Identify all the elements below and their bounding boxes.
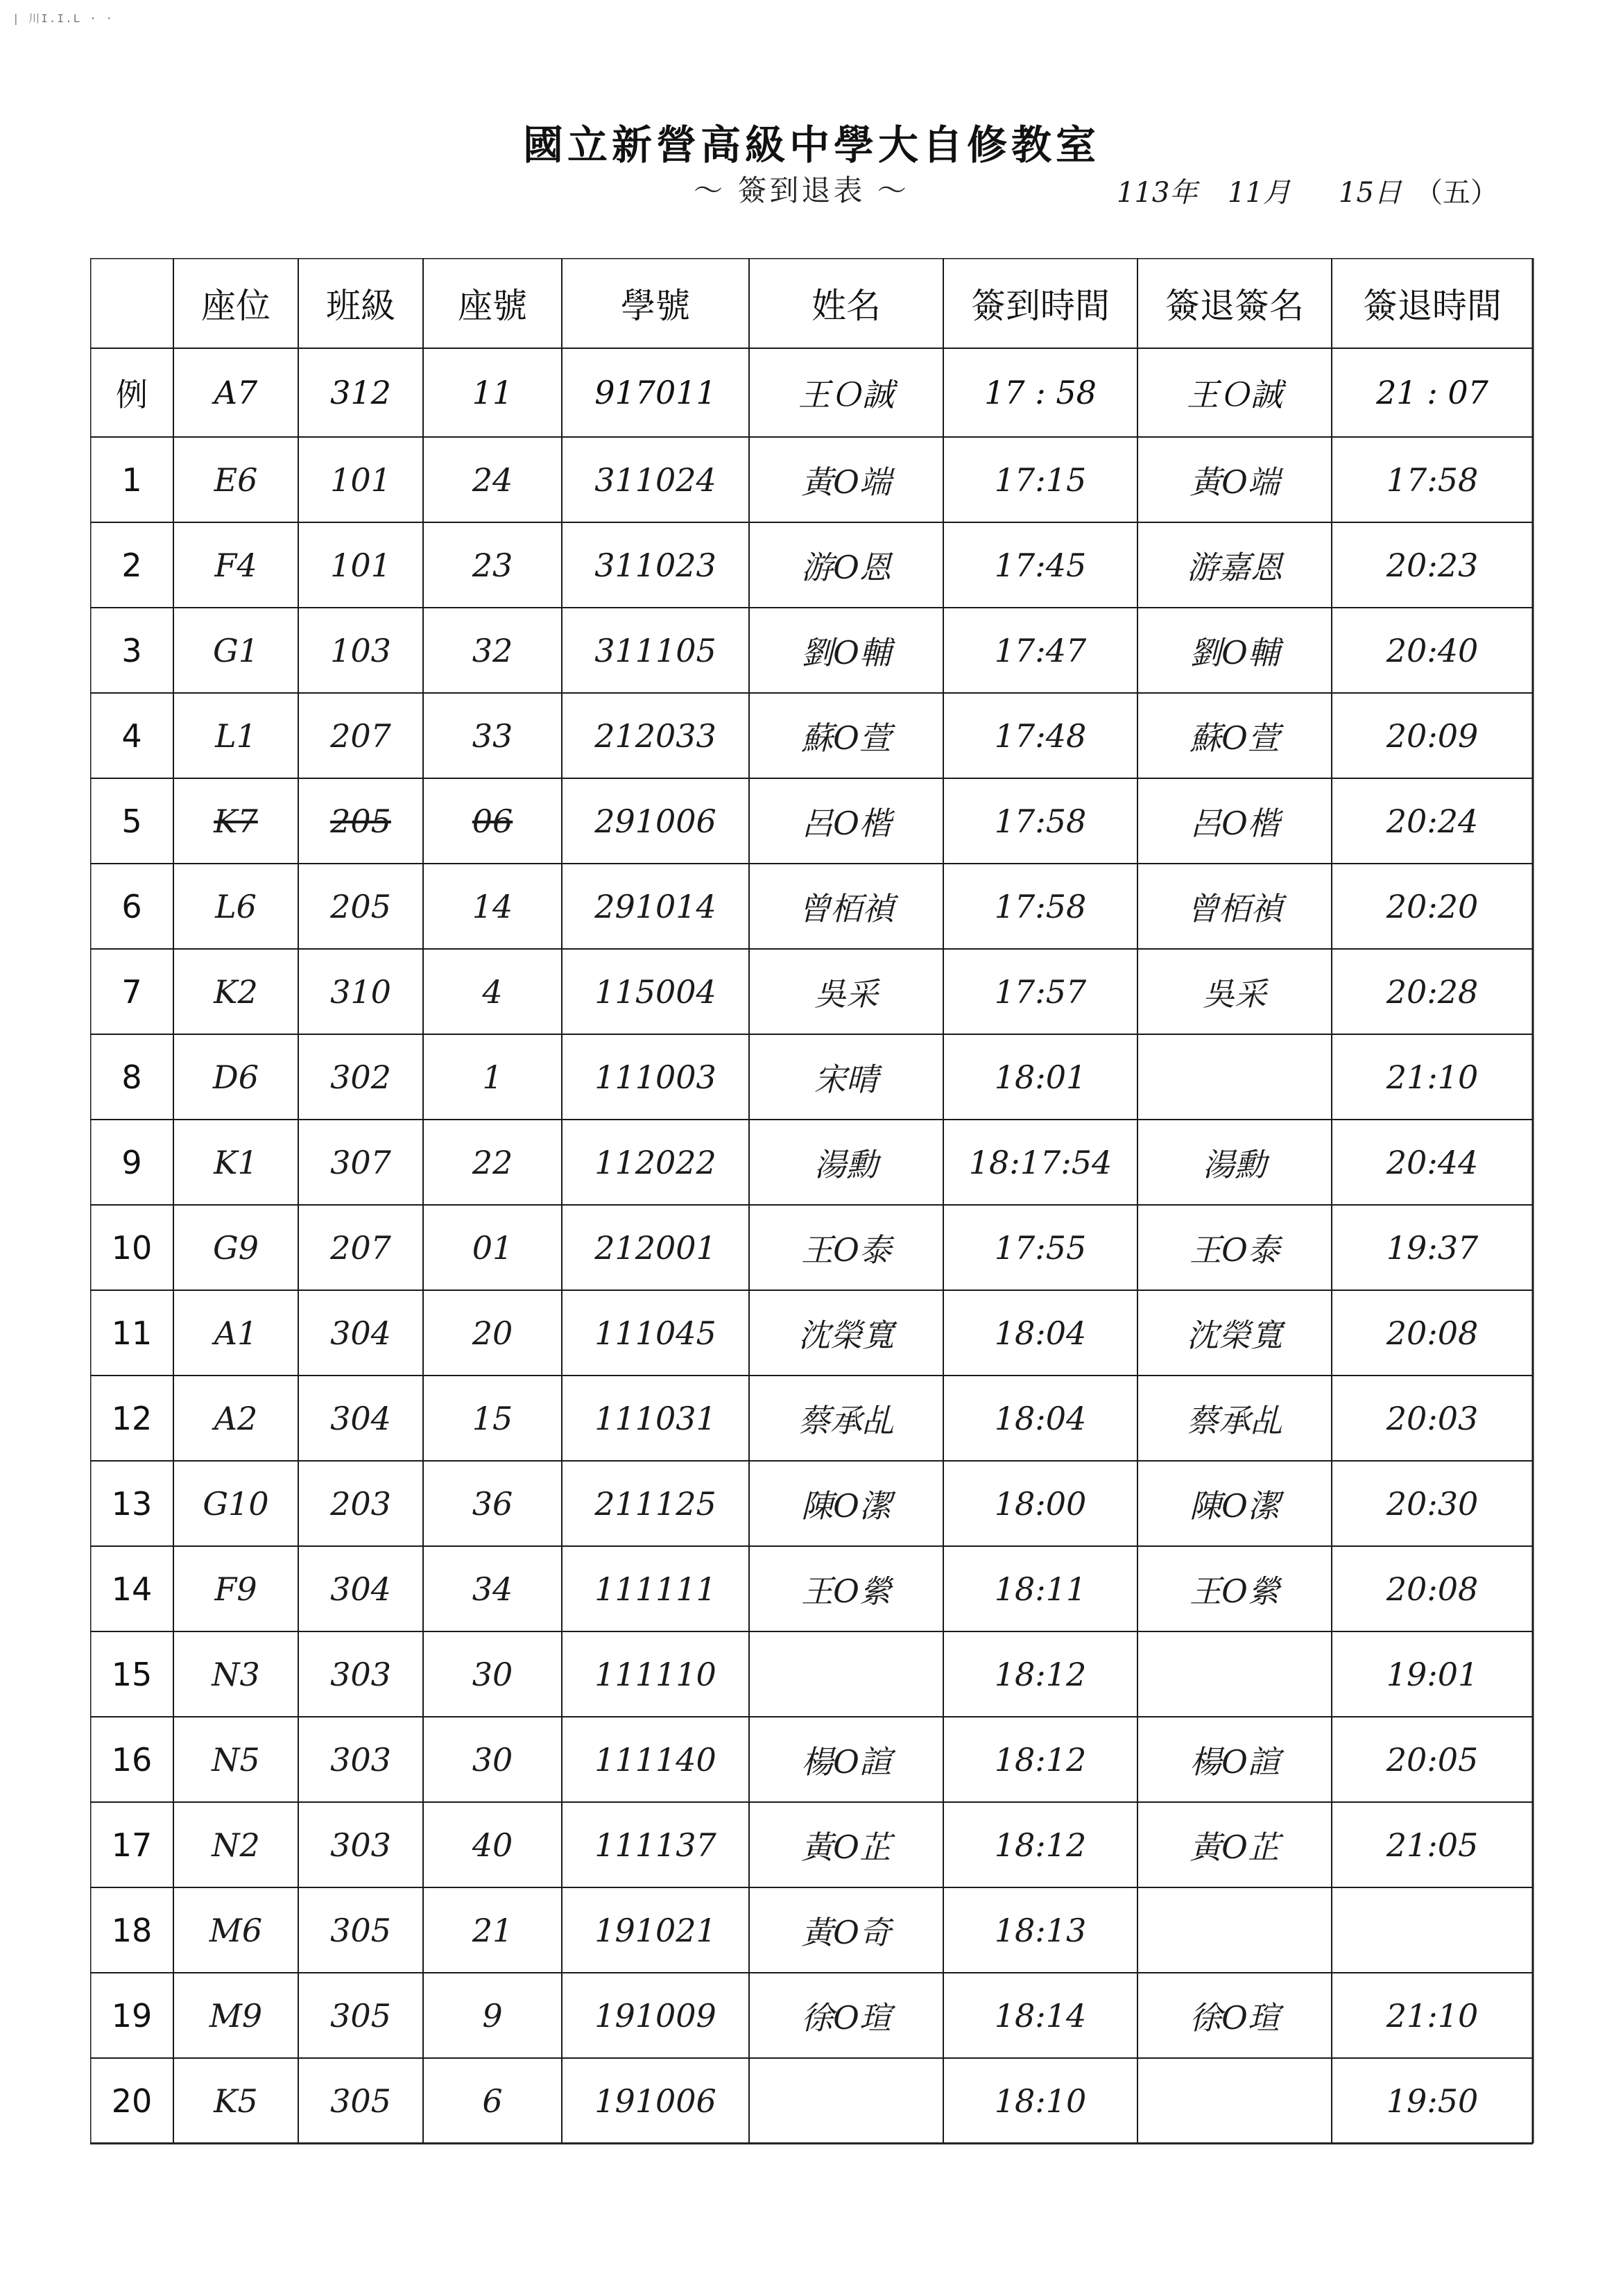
sign-out-time-cell: 19:50 — [1386, 2082, 1479, 2120]
sign-out-time-cell: 19:01 — [1386, 1655, 1479, 1693]
sign-in-time-cell: 18:11 — [994, 1570, 1087, 1608]
example-student-id-cell: 917011 — [594, 374, 716, 411]
class-cell: 103 — [330, 631, 391, 669]
seat-no-cell: 4 — [482, 973, 503, 1011]
sign-in-time-cell: 18:04 — [994, 1314, 1087, 1352]
row-number: 9 — [121, 1143, 142, 1181]
seat-no-cell: 15 — [472, 1399, 513, 1437]
header-seat: 座位 — [201, 286, 270, 326]
example-seat-no-cell: 11 — [472, 374, 513, 411]
seat-no-cell: 40 — [472, 1826, 513, 1864]
sign-out-time-cell — [1332, 1887, 1533, 1973]
sign-in-time-cell: 18:01 — [994, 1058, 1087, 1096]
example-class-cell: 312 — [330, 374, 391, 411]
sign-out-name-cell — [1137, 1034, 1332, 1120]
sign-in-time-cell: 18:12 — [994, 1826, 1087, 1864]
seat-no-cell: 32 — [472, 631, 513, 669]
sign-out-name-cell: 游嘉恩 — [1187, 548, 1282, 586]
name-cell: 曾栢禎 — [798, 889, 894, 927]
sign-in-time-cell: 17:45 — [994, 546, 1087, 584]
sign-in-time-cell: 18:00 — [994, 1484, 1087, 1523]
row-number: 1 — [121, 461, 142, 499]
sign-out-name-cell: 黃O芷 — [1190, 1828, 1280, 1866]
sign-in-time-cell: 18:14 — [994, 1996, 1087, 2034]
seat-no-cell: 36 — [472, 1484, 513, 1523]
sign-out-name-cell: 陳O潔 — [1190, 1487, 1280, 1525]
header-seat-no: 座號 — [458, 286, 527, 326]
class-cell: 305 — [330, 1911, 391, 1949]
seat-cell: N2 — [212, 1826, 260, 1864]
name-cell: 黃O端 — [801, 463, 891, 501]
row-number: 8 — [121, 1058, 142, 1096]
sign-out-name-cell: 沈榮寬 — [1187, 1316, 1282, 1354]
name-cell: 沈榮寬 — [798, 1316, 894, 1354]
seat-no-cell: 20 — [472, 1314, 513, 1352]
header-sign-in-time: 簽到時間 — [971, 286, 1110, 326]
seat-cell: K5 — [214, 2082, 258, 2120]
seat-cell: K1 — [214, 1143, 258, 1181]
page-title: 國立新營高級中學大自修教室 — [522, 121, 1100, 169]
row-number: 4 — [121, 717, 142, 755]
example-seat-cell: A7 — [214, 374, 258, 411]
sign-in-time-cell: 18:13 — [994, 1911, 1087, 1949]
class-cell: 305 — [330, 2082, 391, 2120]
name-cell: 王O縈 — [801, 1572, 891, 1610]
student-id-cell: 291006 — [594, 802, 716, 840]
student-id-cell: 191009 — [594, 1996, 716, 2034]
sign-out-time-cell: 20:09 — [1386, 717, 1479, 755]
date-weekday: （五） — [1415, 177, 1498, 209]
seat-no-cell: 30 — [472, 1655, 513, 1693]
seat-no-cell: 24 — [472, 461, 513, 499]
sign-out-time-cell: 20:40 — [1386, 631, 1479, 669]
row-number: 3 — [121, 631, 142, 669]
seat-no-cell: 21 — [472, 1911, 513, 1949]
class-cell: 307 — [330, 1143, 391, 1181]
class-cell: 303 — [330, 1826, 391, 1864]
seat-cell: F9 — [214, 1570, 257, 1608]
name-cell: 徐O瑄 — [801, 1998, 891, 2037]
student-id-cell: 212033 — [594, 717, 716, 755]
sign-out-name-cell: 黃O端 — [1190, 463, 1280, 501]
sign-out-name-cell: 楊O諠 — [1190, 1742, 1280, 1781]
example-sign-in-time-cell: 17 : 58 — [984, 374, 1097, 411]
student-id-cell: 112022 — [594, 1143, 716, 1181]
class-cell: 302 — [330, 1058, 391, 1096]
sign-out-name-cell: 王O泰 — [1190, 1231, 1280, 1269]
class-cell: 207 — [330, 717, 391, 755]
student-id-cell: 191021 — [594, 1911, 716, 1949]
student-id-cell: 311023 — [594, 546, 716, 584]
class-cell: 304 — [330, 1314, 391, 1352]
class-cell: 303 — [330, 1740, 391, 1779]
example-sign-out-time-cell: 21 : 07 — [1376, 374, 1488, 411]
seat-cell: A2 — [214, 1399, 258, 1437]
date-day: 15日 — [1339, 177, 1402, 209]
seat-no-cell: 6 — [482, 2082, 503, 2120]
seat-no-cell: 14 — [472, 887, 513, 925]
row-number: 2 — [121, 546, 142, 584]
sign-out-name-cell — [1137, 1887, 1332, 1973]
name-cell: 陳O潔 — [801, 1487, 891, 1525]
seat-no-cell: 23 — [472, 546, 513, 584]
row-number: 17 — [111, 1826, 153, 1864]
seat-cell: K2 — [214, 973, 258, 1011]
name-cell: 黃O芷 — [801, 1828, 891, 1866]
name-cell: 宋晴 — [814, 1060, 878, 1098]
sign-out-name-cell: 湯勳 — [1203, 1145, 1266, 1183]
name-cell: 蔡承乩 — [798, 1401, 894, 1439]
class-cell: 101 — [330, 546, 391, 584]
name-cell: 王O泰 — [801, 1231, 891, 1269]
seat-no-cell: 9 — [482, 1996, 503, 2034]
sign-in-time-cell: 17:15 — [994, 461, 1087, 499]
class-cell: 101 — [330, 461, 391, 499]
row-number: 18 — [111, 1911, 153, 1949]
seat-cell: E6 — [214, 461, 258, 499]
sign-in-time-cell: 17:48 — [994, 717, 1087, 755]
student-id-cell: 311105 — [594, 631, 716, 669]
class-cell: 205 — [330, 802, 391, 840]
seat-no-cell: 1 — [482, 1058, 503, 1096]
seat-cell: G10 — [203, 1484, 269, 1523]
row-number: 5 — [121, 802, 142, 840]
sign-out-name-cell — [1137, 1631, 1332, 1717]
sign-in-time-cell: 18:12 — [994, 1740, 1087, 1779]
row-number: 14 — [111, 1570, 153, 1608]
seat-cell: N5 — [212, 1740, 260, 1779]
name-cell: 蘇O萱 — [801, 719, 891, 757]
seat-no-cell: 34 — [472, 1570, 513, 1608]
sign-out-time-cell: 20:30 — [1386, 1484, 1479, 1523]
name-cell: 呂O楷 — [801, 804, 891, 842]
seat-no-cell: 33 — [472, 717, 513, 755]
class-cell: 305 — [330, 1996, 391, 2034]
seat-cell: M6 — [209, 1911, 263, 1949]
seat-cell: L6 — [215, 887, 257, 925]
header-sign-out-time: 簽退時間 — [1363, 286, 1502, 326]
class-cell: 304 — [330, 1570, 391, 1608]
sign-out-name-cell: 蘇O萱 — [1190, 719, 1280, 757]
row-number: 16 — [111, 1740, 153, 1779]
sign-out-time-cell: 21:05 — [1386, 1826, 1479, 1864]
student-id-cell: 111111 — [594, 1570, 716, 1608]
sign-out-time-cell: 20:08 — [1386, 1570, 1479, 1608]
sign-out-time-cell: 20:05 — [1386, 1740, 1479, 1779]
row-number: 6 — [121, 887, 142, 925]
sign-in-time-cell: 17:58 — [994, 802, 1087, 840]
student-id-cell: 111003 — [594, 1058, 716, 1096]
student-id-cell: 191006 — [594, 2082, 716, 2120]
seat-no-cell: 30 — [472, 1740, 513, 1779]
sign-out-time-cell: 20:24 — [1386, 802, 1479, 840]
seat-no-cell: 22 — [472, 1143, 513, 1181]
class-cell: 304 — [330, 1399, 391, 1437]
student-id-cell: 115004 — [594, 973, 716, 1011]
seat-cell: M9 — [209, 1996, 263, 2034]
sign-in-time-cell: 17:58 — [994, 887, 1087, 925]
header-name: 姓名 — [812, 286, 881, 326]
class-cell: 303 — [330, 1655, 391, 1693]
sign-out-name-cell: 劉O輔 — [1190, 633, 1280, 671]
name-cell: 楊O諠 — [801, 1742, 891, 1781]
header-sign-out-name: 簽退簽名 — [1165, 286, 1304, 326]
sign-out-time-cell: 20:08 — [1386, 1314, 1479, 1352]
name-cell: 游O恩 — [801, 548, 891, 586]
header-class: 班級 — [326, 286, 395, 326]
sign-out-time-cell: 20:20 — [1386, 887, 1479, 925]
seat-no-cell: 06 — [472, 802, 513, 840]
class-cell: 203 — [330, 1484, 391, 1523]
row-number: 12 — [111, 1399, 153, 1437]
class-cell: 310 — [330, 973, 391, 1011]
date-year: 113年 — [1117, 177, 1198, 209]
sign-in-time-cell: 18:12 — [994, 1655, 1087, 1693]
student-id-cell: 212001 — [594, 1228, 716, 1267]
sign-in-time-cell: 17:55 — [994, 1228, 1087, 1267]
seat-cell: N3 — [212, 1655, 260, 1693]
sign-out-name-cell: 曾栢禎 — [1187, 889, 1282, 927]
seat-cell: A1 — [214, 1314, 258, 1352]
seat-cell: K7 — [214, 802, 258, 840]
sign-out-time-cell: 20:23 — [1386, 546, 1479, 584]
name-cell: 劉O輔 — [801, 633, 891, 671]
sign-in-time-cell: 18:04 — [994, 1399, 1087, 1437]
sign-out-time-cell: 20:03 — [1386, 1399, 1479, 1437]
sign-out-time-cell: 21:10 — [1386, 1058, 1479, 1096]
sign-out-time-cell: 20:44 — [1386, 1143, 1479, 1181]
student-id-cell: 111137 — [594, 1826, 716, 1864]
row-number: 19 — [111, 1996, 153, 2034]
sign-in-table — [90, 258, 1547, 2145]
sign-out-name-cell: 吳采 — [1203, 975, 1266, 1013]
example-sign-out-name-cell: 王Ｏ誠 — [1187, 376, 1282, 413]
class-cell: 207 — [330, 1228, 391, 1267]
date-month: 11月 — [1228, 177, 1291, 209]
sign-in-time-cell: 17:47 — [994, 631, 1087, 669]
seat-cell: L1 — [215, 717, 257, 755]
row-number: 15 — [111, 1655, 153, 1693]
sign-out-name-cell: 王O縈 — [1190, 1572, 1280, 1610]
seat-cell: D6 — [212, 1058, 259, 1096]
seat-cell: F4 — [214, 546, 257, 584]
student-id-cell: 211125 — [594, 1484, 716, 1523]
sign-out-time-cell: 20:28 — [1386, 973, 1479, 1011]
row-number: 13 — [111, 1484, 153, 1523]
row-number: 7 — [121, 973, 142, 1011]
name-cell — [749, 1631, 943, 1717]
seat-cell: G9 — [212, 1228, 259, 1267]
sign-in-time-cell: 17:57 — [994, 973, 1087, 1011]
class-cell: 205 — [330, 887, 391, 925]
example-name-cell: 王Ｏ誠 — [798, 376, 894, 413]
name-cell: 黃O奇 — [801, 1913, 891, 1951]
sign-out-time-cell: 21:10 — [1386, 1996, 1479, 2034]
sign-out-name-cell: 呂O楷 — [1190, 804, 1280, 842]
sign-out-time-cell: 17:58 — [1386, 461, 1479, 499]
student-id-cell: 111031 — [594, 1399, 716, 1437]
sign-out-time-cell: 19:37 — [1386, 1228, 1479, 1267]
student-id-cell: 111110 — [594, 1655, 716, 1693]
row-number: 20 — [111, 2082, 153, 2120]
student-id-cell: 291014 — [594, 887, 716, 925]
page-subtitle: ～ 簽到退表 ～ — [694, 173, 909, 207]
name-cell — [749, 2058, 943, 2143]
student-id-cell: 311024 — [594, 461, 716, 499]
name-cell: 吳采 — [814, 975, 878, 1013]
seat-no-cell: 01 — [472, 1228, 513, 1267]
header-student-id: 學號 — [621, 286, 690, 326]
student-id-cell: 111045 — [594, 1314, 716, 1352]
sign-in-time-cell: 18:17:54 — [968, 1143, 1113, 1181]
row-number: 10 — [111, 1228, 153, 1267]
sign-in-time-cell: 18:10 — [994, 2082, 1087, 2120]
seat-cell: G1 — [212, 631, 259, 669]
student-id-cell: 111140 — [594, 1740, 716, 1779]
header-blank — [90, 258, 173, 348]
row-number: 11 — [111, 1314, 153, 1352]
example-row-number: 例 — [116, 376, 148, 413]
name-cell: 湯勳 — [814, 1145, 878, 1183]
sign-out-name-cell: 蔡承乩 — [1187, 1401, 1282, 1439]
sign-out-name-cell: 徐O瑄 — [1190, 1998, 1280, 2037]
page-ticks: | 川I.I.L · · — [12, 12, 114, 25]
sign-out-name-cell — [1137, 2058, 1332, 2143]
